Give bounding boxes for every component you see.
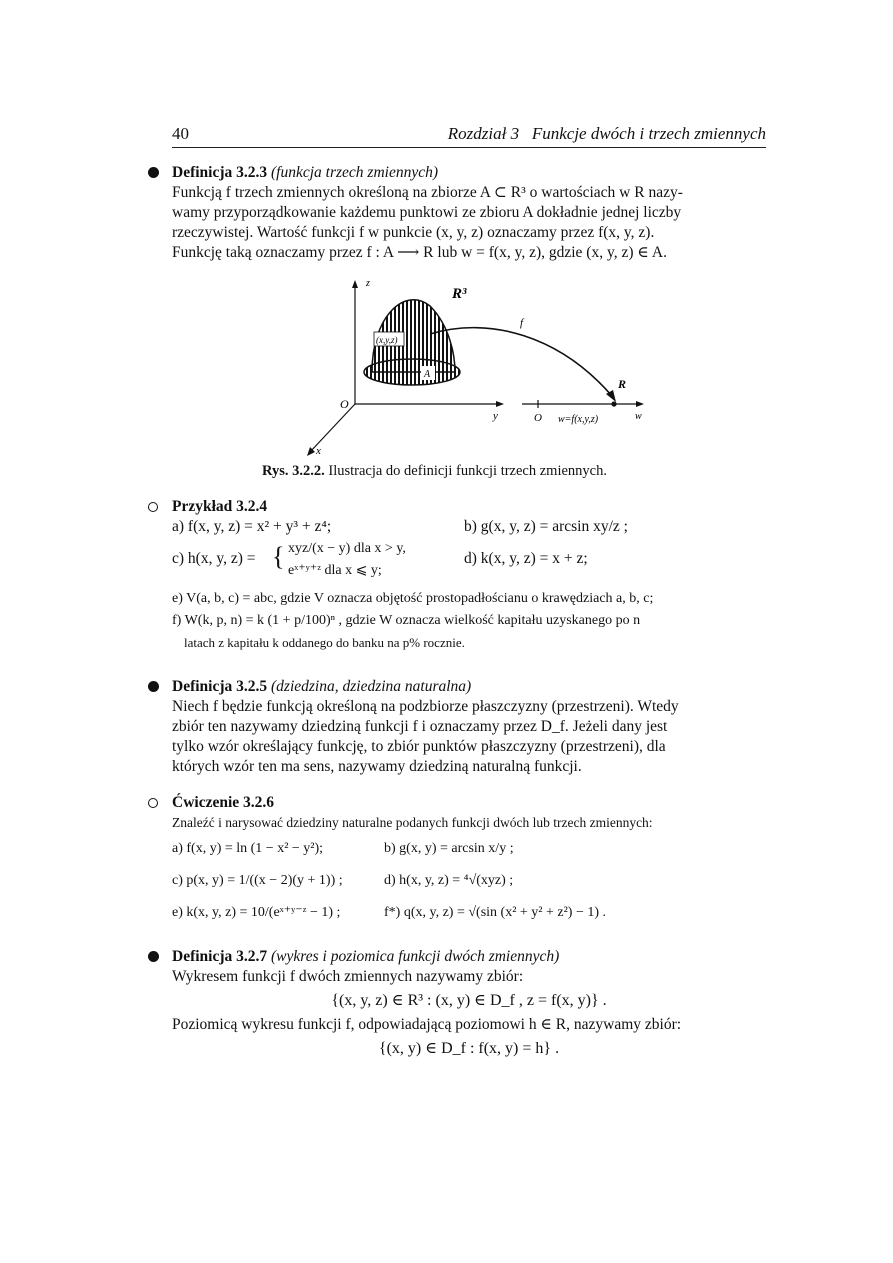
- example-item-b: b) g(x, y, z) = arcsin xy/z ;: [464, 518, 628, 535]
- exercise-item-b: b) g(x, y) = arcsin x/y ;: [384, 841, 514, 856]
- filled-bullet-icon: [148, 167, 159, 178]
- example-item-c-case2: eˣ⁺ʸ⁺ᶻ dla x ⩽ y;: [288, 563, 382, 578]
- example-item-c-case1: xyz/(x − y) dla x > y,: [288, 541, 406, 556]
- definition-title: Definicja 3.2.3 (funkcja trzech zmiennych): [172, 164, 439, 181]
- example-item-d: d) k(x, y, z) = x + z;: [464, 550, 588, 567]
- example-title: Przykład 3.2.4: [172, 498, 268, 515]
- x-label: x: [316, 445, 321, 457]
- domain-label: A: [424, 369, 431, 380]
- definition-3-2-3: [172, 163, 766, 263]
- example-item-f-cont: latach z kapitału k oddanego do banku na p% rocznie.: [184, 635, 465, 650]
- f-label: f: [520, 317, 524, 329]
- definition-3-2-5: [172, 677, 766, 777]
- exercise-title: Ćwiczenie 3.2.6: [172, 794, 275, 811]
- filled-bullet-icon: [148, 681, 159, 692]
- origin-label: O: [340, 397, 349, 411]
- open-bullet-icon: [148, 502, 158, 512]
- chapter-title: Rozdział 3 Funkcje dwóch i trzech zmiennych: [447, 124, 766, 143]
- r3-label: R³: [452, 286, 467, 302]
- filled-bullet-icon: [148, 951, 159, 962]
- def-line: tylko wzór określający funkcję, to zbiór punktów płaszczyzny (przestrzeni), dla: [172, 738, 666, 755]
- def-line: Funkcją f trzech zmiennych określoną na zbiorze A ⊂ R³ o wartościach w R nazy-: [172, 184, 683, 201]
- brace-icon: {: [272, 542, 285, 571]
- value-label: w=f(x,y,z): [558, 414, 599, 425]
- definition-title: Definicja 3.2.5 (dziedzina, dziedzina naturalna): [172, 678, 472, 695]
- example-3-2-4: [172, 497, 766, 653]
- def-line: Funkcję taką oznaczamy przez f : A ⟶ R lub w = f(x, y, z), gdzie (x, y, z) ∈ A.: [172, 244, 667, 261]
- level-set-formula: {(x, y) ∈ D_f : f(x, y) = h} .: [378, 1040, 560, 1057]
- example-item-c-lhs: c) h(x, y, z) =: [172, 550, 256, 567]
- origin-r-label: O: [534, 412, 542, 424]
- exercise-item-a: a) f(x, y) = ln (1 − x² − y²);: [172, 841, 324, 856]
- exercise-item-f: f*) q(x, y, z) = √(sin (x² + y² + z²) − 1) .: [384, 905, 607, 920]
- real-line-arrow-icon: [636, 401, 644, 407]
- exercise-item-d: d) h(x, y, z) = ⁴√(xyz) ;: [384, 873, 514, 888]
- def-line: zbiór ten nazywamy dziedziną funkcji f i oznaczamy przez D_f. Jeżeli dany jest: [172, 718, 668, 735]
- exercise-item-e: e) k(x, y, z) = 10/(eˣ⁺ʸ⁻ᶻ − 1) ;: [172, 905, 341, 920]
- definition-3-2-7: [172, 947, 766, 1063]
- point-label: (x,y,z): [376, 335, 398, 345]
- example-item-a: a) f(x, y, z) = x² + y³ + z⁴;: [172, 518, 332, 535]
- open-bullet-icon: [148, 798, 158, 808]
- page-number: 40: [172, 124, 189, 143]
- def-line: Niech f będzie funkcją określoną na podzbiorze płaszczyzny (przestrzeni). Wtedy: [172, 698, 679, 715]
- figure-caption: Rys. 3.2.2. Ilustracja do definicji funkcji trzech zmiennych.: [262, 463, 607, 479]
- def-line: wamy przyporządkowanie każdemu punktowi ze zbioru A dokładnie jednej liczby: [172, 204, 682, 221]
- def-line: Poziomicą wykresu funkcji f, odpowiadającą poziomowi h ∈ R, nazywamy zbiór:: [172, 1016, 682, 1033]
- function-illustration-figure: [290, 276, 690, 466]
- y-arrow-icon: [496, 401, 504, 407]
- mapping-arrow: [430, 328, 612, 396]
- exercise-intro: Znaleźć i narysować dziedziny naturalne podanych funkcji dwóch lub trzech zmiennych:: [172, 815, 653, 830]
- definition-title: Definicja 3.2.7 (wykres i poziomica funkcji dwóch zmiennych): [172, 948, 560, 965]
- r-label: R: [618, 377, 627, 391]
- graph-formula: {(x, y, z) ∈ R³ : (x, y) ∈ D_f , z = f(x, y)} .: [331, 992, 607, 1009]
- z-arrow-icon: [352, 280, 358, 288]
- def-line: Wykresem funkcji f dwóch zmiennych nazywamy zbiór:: [172, 968, 524, 985]
- def-line: rzeczywistej. Wartość funkcji f w punkcie (x, y, z) oznaczamy przez f(x, y, z).: [172, 224, 655, 241]
- exercise-item-c: c) p(x, y) = 1/((x − 2)(y + 1)) ;: [172, 873, 343, 888]
- z-label: z: [366, 278, 370, 289]
- w-label: w: [635, 411, 642, 422]
- def-line: których wzór ten ma sens, nazywamy dziedziną naturalną funkcji.: [172, 758, 582, 775]
- exercise-3-2-6: [172, 793, 766, 925]
- y-label: y: [493, 410, 498, 422]
- example-item-f: f) W(k, p, n) = k (1 + p/100)ⁿ , gdzie W oznacza wielkość kapitału uzyskanego po n: [172, 613, 641, 628]
- example-item-e: e) V(a, b, c) = abc, gdzie V oznacza objętość prostopadłościanu o krawędziach a, b, c;: [172, 591, 654, 606]
- value-point: [611, 401, 616, 406]
- header-rule: [172, 147, 766, 148]
